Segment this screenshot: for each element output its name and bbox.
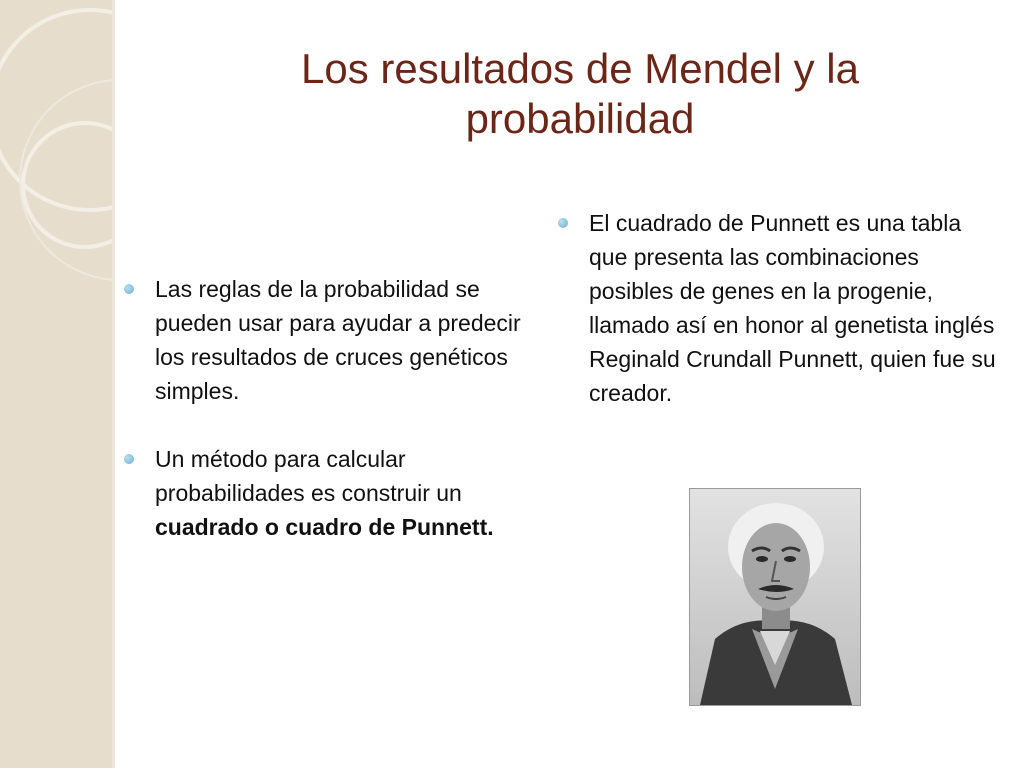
bullet-text: El cuadrado de Punnett es una tabla que presenta las combinaciones posibles de genes en la progenie, llamado así en honor al genetista inglés Reginald Crundall Punnett, quien fue su creador.	[589, 210, 996, 406]
decorative-side-band	[0, 0, 115, 768]
bullet-dot-icon	[124, 454, 134, 464]
bullet-text-prefix: Un método para calcular probabilidades es construir un	[155, 446, 462, 506]
slide-title: Los resultados de Mendel y la probabilidad	[301, 45, 859, 142]
bullet-dot-icon	[124, 284, 134, 294]
decorative-circles	[0, 0, 112, 768]
bullet-item	[556, 206, 996, 410]
portrait-illustration	[690, 489, 860, 705]
bullet-text-bold: cuadrado o cuadro de Punnett.	[155, 514, 494, 540]
bullet-item	[122, 442, 522, 544]
bullet-dot-icon	[558, 218, 568, 228]
right-column	[556, 206, 996, 444]
bullet-text: Las reglas de la probabilidad se pueden usar para ayudar a predecir los resultados de cruces genéticos simples.	[155, 276, 521, 404]
left-column	[122, 272, 522, 578]
portrait-image	[689, 488, 861, 706]
bullet-item	[122, 272, 522, 408]
